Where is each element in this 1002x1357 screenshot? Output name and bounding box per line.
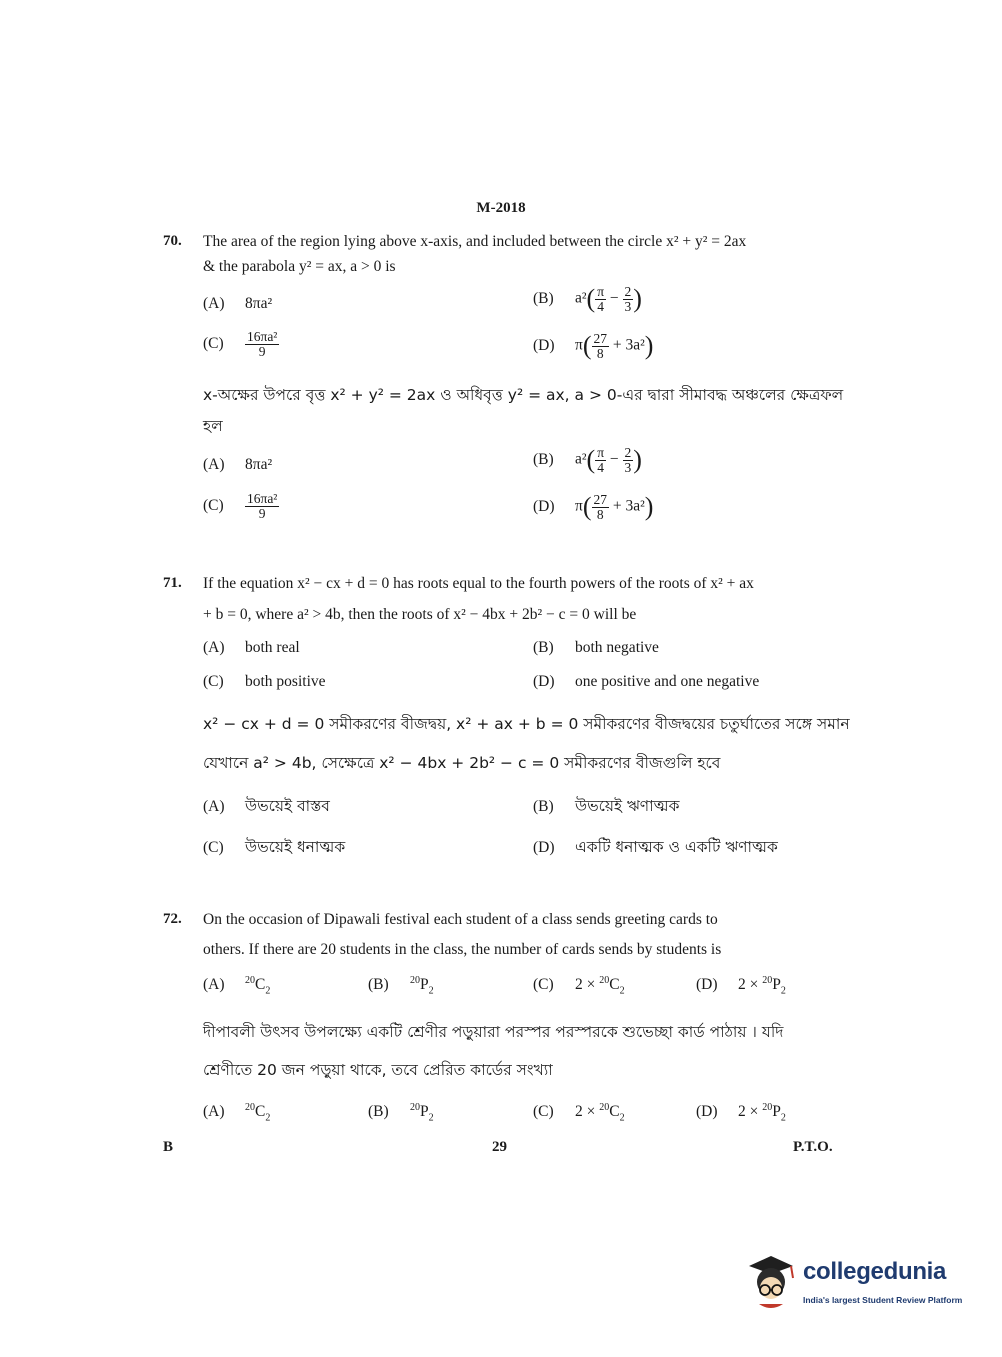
paren-open: ( [582, 331, 592, 360]
q71-bn-line2: যেখানে a² > 4b, সেক্ষেত্রে x² − 4bx + 2b² − c = 0 সমীকরণের বীজগুলি হবে [203, 754, 721, 772]
fraction-2-3: $\frac{2}{3}$ [624, 444, 632, 475]
paren-open: ( [586, 284, 596, 313]
paper-code: M-2018 [476, 200, 526, 216]
question-72-number: 72. [163, 911, 182, 927]
option-value: উভয়েই বাস্তব [245, 797, 330, 815]
option-value: 8πa² [245, 295, 273, 312]
q70-option-c [203, 330, 279, 359]
q72-option-d: (D) $2 \times ^{20}P_2$ [696, 975, 786, 997]
q72-option-c: (C) $2 \times ^{20}C_2$ [533, 975, 625, 997]
option-value: both real [245, 639, 300, 656]
option-label: (B) [533, 639, 554, 656]
option-label: (D) [696, 1103, 718, 1121]
collegedunia-logo[interactable] [745, 1250, 970, 1315]
paren-close: ) [644, 331, 654, 360]
paren-open: ( [582, 492, 592, 521]
logo-tagline: India's largest Student Review Platform [803, 1295, 963, 1305]
q70-bn-option-d [533, 492, 653, 522]
option-label: (B) [533, 798, 554, 815]
logo-name: collegedunia [803, 1258, 947, 1285]
paren-close: ) [644, 492, 654, 521]
q70-en-line2: & the parabola y² = ax, a > 0 is [203, 258, 396, 275]
fraction-pi-4: $\frac{\pi}{4}$ [597, 444, 605, 475]
q71-option-b [533, 639, 659, 657]
fraction-27-8: $\frac{27}{8}$ [593, 491, 607, 522]
question-70-number: 70. [163, 233, 182, 249]
option-label: (C) [203, 497, 224, 515]
option-value: উভয়েই ঋণাত্মক [575, 797, 680, 815]
option-label: (A) [203, 456, 225, 473]
option-label: (D) [696, 976, 718, 994]
q72-en-line1: On the occasion of Dipawali festival each student of a class sends greeting cards to [203, 911, 718, 928]
paren-open: ( [586, 445, 596, 474]
option-label: (C) [203, 673, 224, 690]
q70-bn-option-c [203, 492, 279, 521]
option-value: both positive [245, 673, 326, 690]
q72-bn-option-c: (C) $2 \times ^{20}C_2$ [533, 1102, 625, 1124]
q71-option-a [203, 639, 300, 657]
q71-en-line1: If the equation x² − cx + d = 0 has roots equal to the fourth powers of the roots of x² + ax [203, 575, 754, 592]
q71-option-d [533, 673, 759, 691]
q72-bn-line1: দীপাবলী উৎসব উপলক্ষ্যে একটি শ্রেণীর পড়ুয়ারা পরস্পর পরস্পরকে শুভেচ্ছা কার্ড পাঠায় । যদি [203, 1023, 784, 1041]
q70-bn-line1: x-অক্ষের উপরে বৃত্ত x² + y² = 2ax ও অধিবৃত্ত y² = ax, a > 0-এর দ্বারা সীমাবদ্ধ অঞ্চলের ক্ষেত্রফল [203, 386, 844, 404]
option-value: উভয়েই ধনাত্মক [245, 838, 346, 856]
q71-bn-option-a [203, 794, 330, 820]
option-label: (C) [203, 839, 224, 856]
footer-pto: P.T.O. [793, 1139, 833, 1155]
minus-sign: − [609, 289, 619, 307]
fraction-16pia2-9: $\frac{\text{16πa²}}{9}$ [247, 329, 278, 359]
q72-option-b: (B) $^{20}P_2$ [368, 975, 434, 997]
q70-bn-line2: হল [203, 417, 223, 435]
option-label: (A) [203, 1103, 225, 1121]
option-label: (C) [533, 976, 554, 994]
fraction-16pia2-9: $\frac{\text{16πa²}}{9}$ [247, 491, 278, 521]
option-label: (D) [533, 497, 555, 515]
option-label: (A) [203, 295, 225, 312]
option-label: (A) [203, 976, 225, 994]
option-label: (D) [533, 839, 555, 856]
option-value: both negative [575, 639, 659, 656]
page-number: 29 [492, 1139, 507, 1155]
option-label: (A) [203, 798, 225, 815]
minus-sign: − [609, 450, 619, 468]
paren-close: ) [633, 445, 642, 474]
option-label: (D) [533, 336, 555, 354]
option-label: (A) [203, 639, 225, 656]
q71-bn-option-c [203, 835, 345, 861]
fraction-27-8: $\frac{27}{8}$ [593, 330, 607, 361]
q70-en-line1: The area of the region lying above x-axis, and included between the circle x² + y² = 2ax [203, 233, 747, 250]
q72-en-line2: others. If there are 20 students in the class, the number of cards sends by students is [203, 941, 722, 958]
option-label: (C) [203, 335, 224, 353]
q72-bn-option-a: (A) $^{20}C_2$ [203, 1102, 271, 1124]
option-label: (D) [533, 673, 555, 690]
q70-option-a [203, 295, 272, 313]
option-value: একটি ধনাত্মক ও একটি ঋণাত্মক [575, 838, 778, 856]
q71-bn-line1: x² − cx + d = 0 সমীকরণের বীজদ্বয়, x² + ax + b = 0 সমীকরণের বীজদ্বয়ের চতুর্ঘাতের সঙ্গে সমান [203, 715, 850, 733]
plus-3a2: + 3a² [612, 497, 645, 515]
q72-option-a: (A) $^{20}C_2$ [203, 975, 271, 997]
option-label: (C) [533, 1103, 554, 1121]
q70-bn-option-a [203, 456, 272, 474]
pi-symbol: π [575, 336, 583, 354]
option-label: (B) [533, 450, 554, 468]
option-label: (B) [533, 289, 554, 307]
q72-bn-line2: শ্রেণীতে 20 জন পড়ুয়া থাকে, তবে প্রেরিত কার্ডের সংখ্যা [203, 1061, 553, 1079]
option-value: one positive and one negative [575, 673, 760, 690]
paren-close: ) [633, 284, 642, 313]
q70-bn-option-b [533, 445, 642, 475]
q70-option-d [533, 331, 653, 361]
option-value-a2: a² [575, 289, 587, 307]
q72-bn-option-b: (B) $^{20}P_2$ [368, 1102, 434, 1124]
option-label: (B) [368, 976, 389, 994]
q71-bn-option-b [533, 794, 679, 820]
q71-en-line2: + b = 0, where a² > 4b, then the roots of x² − 4bx + 2b² − c = 0 will be [203, 606, 637, 623]
q71-option-c [203, 673, 326, 691]
footer-set-code: B [163, 1139, 174, 1155]
mascot-icon [745, 1252, 801, 1312]
option-value-a2: a² [575, 450, 587, 468]
fraction-2-3: $\frac{2}{3}$ [624, 283, 632, 314]
option-label: (B) [368, 1103, 389, 1121]
pi-symbol: π [575, 497, 583, 515]
plus-3a2: + 3a² [612, 336, 645, 354]
question-71-number: 71. [163, 575, 182, 591]
q70-option-b [533, 284, 642, 314]
q72-bn-option-d: (D) $2 \times ^{20}P_2$ [696, 1102, 786, 1124]
fraction-pi-4: $\frac{\pi}{4}$ [597, 283, 605, 314]
option-value: 8πa² [245, 456, 273, 473]
q71-bn-option-d [533, 835, 778, 861]
